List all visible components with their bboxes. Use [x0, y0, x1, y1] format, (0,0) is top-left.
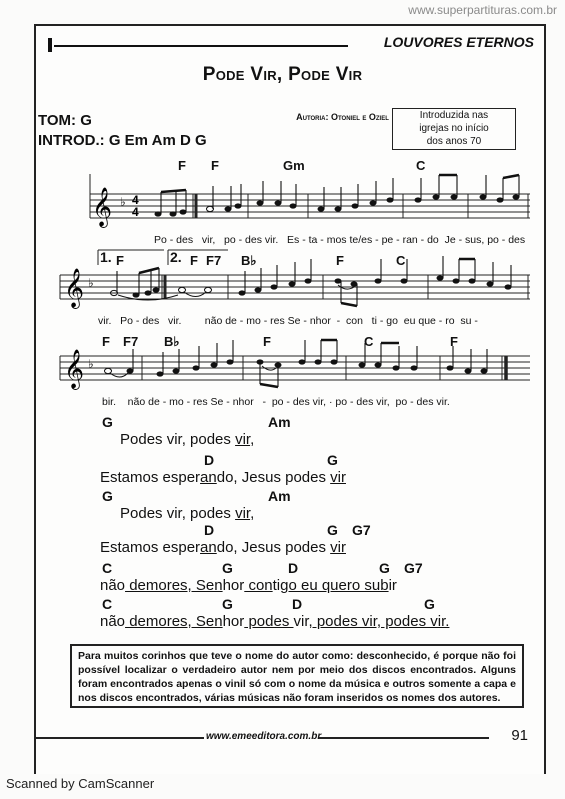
lyric-segment: go eu quero sub [280, 577, 389, 594]
note-line: Introduzida nas [419, 110, 489, 121]
lyric-segment: Podes vir, podes [120, 431, 236, 448]
lyric-segment: ti [272, 577, 281, 594]
chord-symbol: D [204, 522, 215, 538]
svg-text:♭: ♭ [120, 195, 126, 209]
chord-symbol: G [327, 522, 338, 538]
lyric-segment: ir [388, 577, 397, 594]
author-disclaimer: Para muitos corinhos que teve o nome do autor como: desconhecido, é porque não foi possível localizar o verdadeiro autor nem por meio dos discos encontrados. Alguns foram encontrados apenas o vinil só com o nome da música e outros somente a capa e nos discos encontrados, várias músicas não foram inseridos os nomes dos autores. [70, 644, 524, 708]
chord-symbol: G [379, 560, 390, 576]
chord-symbol: D [288, 560, 299, 576]
staff-chord: B♭ [241, 253, 257, 268]
page-number: 91 [511, 727, 528, 744]
svg-text:4: 4 [132, 193, 139, 207]
song-author: Autoria: Otoniel e Oziel [296, 112, 389, 122]
staff-chord: F [450, 334, 458, 349]
svg-text:♭: ♭ [88, 276, 94, 290]
lyric-segment: vir [293, 613, 309, 630]
lyric-segment: demores, Sen [125, 577, 223, 594]
song-intro: INTROD.: G Em Am D G [38, 132, 207, 149]
staff-chord: F [336, 253, 344, 268]
lyric-line [100, 613, 449, 630]
svg-text:4: 4 [132, 205, 139, 219]
svg-text:𝄞: 𝄞 [64, 349, 85, 389]
chord-symbol: D [292, 596, 303, 612]
staff-chord: F [102, 334, 110, 349]
scanner-credit: Scanned by CamScanner [6, 776, 155, 791]
staff-chord: C [396, 253, 406, 268]
lyric-segment: do, Jesus podes [216, 469, 331, 486]
chord-symbol: G [102, 488, 113, 504]
staff-3-notation [64, 326, 532, 436]
staff-chord: B♭ [164, 334, 180, 349]
note-line: igrejas no início [419, 123, 489, 134]
lyric-segment: vir [235, 505, 251, 522]
music-staff-3 [64, 326, 532, 436]
lyric-segment: , podes vir, podes vir. [308, 613, 450, 630]
staff-chord: C [416, 158, 426, 173]
staff-chord: F7 [206, 253, 222, 268]
lyric-line [100, 469, 346, 486]
lyric-line [120, 431, 254, 448]
chord-symbol: G [222, 596, 233, 612]
staff-chord: C [364, 334, 374, 349]
header-rule [54, 45, 348, 47]
chord-symbol: G [222, 560, 233, 576]
chord-symbol: D [204, 452, 215, 468]
staff-lyrics: vir. Po - des vir. não de - mo - res Se - nhor - con ti - go eu que - ro su - [98, 315, 478, 327]
chord-symbol: C [102, 596, 113, 612]
staff-lyrics: Po - des vir, po - des vir. Es - ta - mos te/es - pe - ran - do Je - sus, po - des [154, 234, 526, 246]
lyric-segment: hor [222, 577, 245, 594]
svg-text:𝄞: 𝄞 [92, 187, 113, 227]
staff-chord: F [190, 253, 198, 268]
lyric-line [100, 539, 346, 556]
lyric-segment: vir [330, 539, 346, 556]
song-title: Pode Vir, Pode Vir [202, 64, 363, 85]
footer-rule [34, 737, 204, 739]
lyric-line [120, 505, 254, 522]
lyric-segment: podes [244, 613, 294, 630]
lyric-segment: hor [222, 613, 245, 630]
chord-symbol: C [102, 560, 113, 576]
song-key: TOM: G [38, 112, 92, 129]
lyric-segment: an [200, 539, 217, 556]
lyric-segment: vir [330, 469, 346, 486]
lyric-line [100, 577, 397, 594]
lyric-segment: , [250, 431, 255, 448]
chord-symbol: Am [268, 414, 291, 430]
watermark: www.superpartituras.com.br [408, 3, 557, 17]
staff-chord: F [211, 158, 219, 173]
svg-text:♭: ♭ [88, 357, 94, 371]
lyric-segment: Podes vir, podes [120, 505, 236, 522]
staff-chord: F7 [123, 334, 139, 349]
lyric-segment: Estamos esper [100, 539, 201, 556]
staff-lyrics: bir. não de - mo - res Se - nhor - po - des vir, · po - des vir, po - des vir. [102, 396, 450, 408]
chord-symbol: G [424, 596, 435, 612]
lyric-segment: não [100, 577, 126, 594]
lyric-segment: do, Jesus podes [216, 539, 331, 556]
book-title: LOUVORES ETERNOS [383, 34, 534, 50]
footer-rule [319, 737, 489, 739]
intro-note [392, 108, 516, 150]
chord-symbol: Am [268, 488, 291, 504]
staff-chord: F [178, 158, 186, 173]
page-footer [34, 727, 542, 749]
chord-symbol: G [327, 452, 338, 468]
chord-symbol: G7 [352, 522, 371, 538]
lyric-segment: con [244, 577, 273, 594]
ending-marker: 1. [100, 249, 112, 265]
lyric-segment: , [250, 505, 255, 522]
svg-text:𝄞: 𝄞 [64, 268, 85, 308]
lyric-segment: Estamos esper [100, 469, 201, 486]
publisher-site: www.emeeditora.com.br [206, 731, 322, 742]
staff-chord: F [116, 253, 124, 268]
ending-marker: 2. [170, 249, 182, 265]
lyric-segment: não [100, 613, 126, 630]
note-line: dos anos 70 [426, 136, 482, 147]
staff-chord: Gm [283, 158, 305, 173]
staff-chord: F [263, 334, 271, 349]
lyric-segment: vir [235, 431, 251, 448]
header-bar [48, 38, 52, 52]
book-header [48, 34, 538, 52]
lyric-segment: an [200, 469, 217, 486]
chord-symbol: G [102, 414, 113, 430]
chord-symbol: G7 [404, 560, 423, 576]
lyric-segment: demores, Sen [125, 613, 223, 630]
